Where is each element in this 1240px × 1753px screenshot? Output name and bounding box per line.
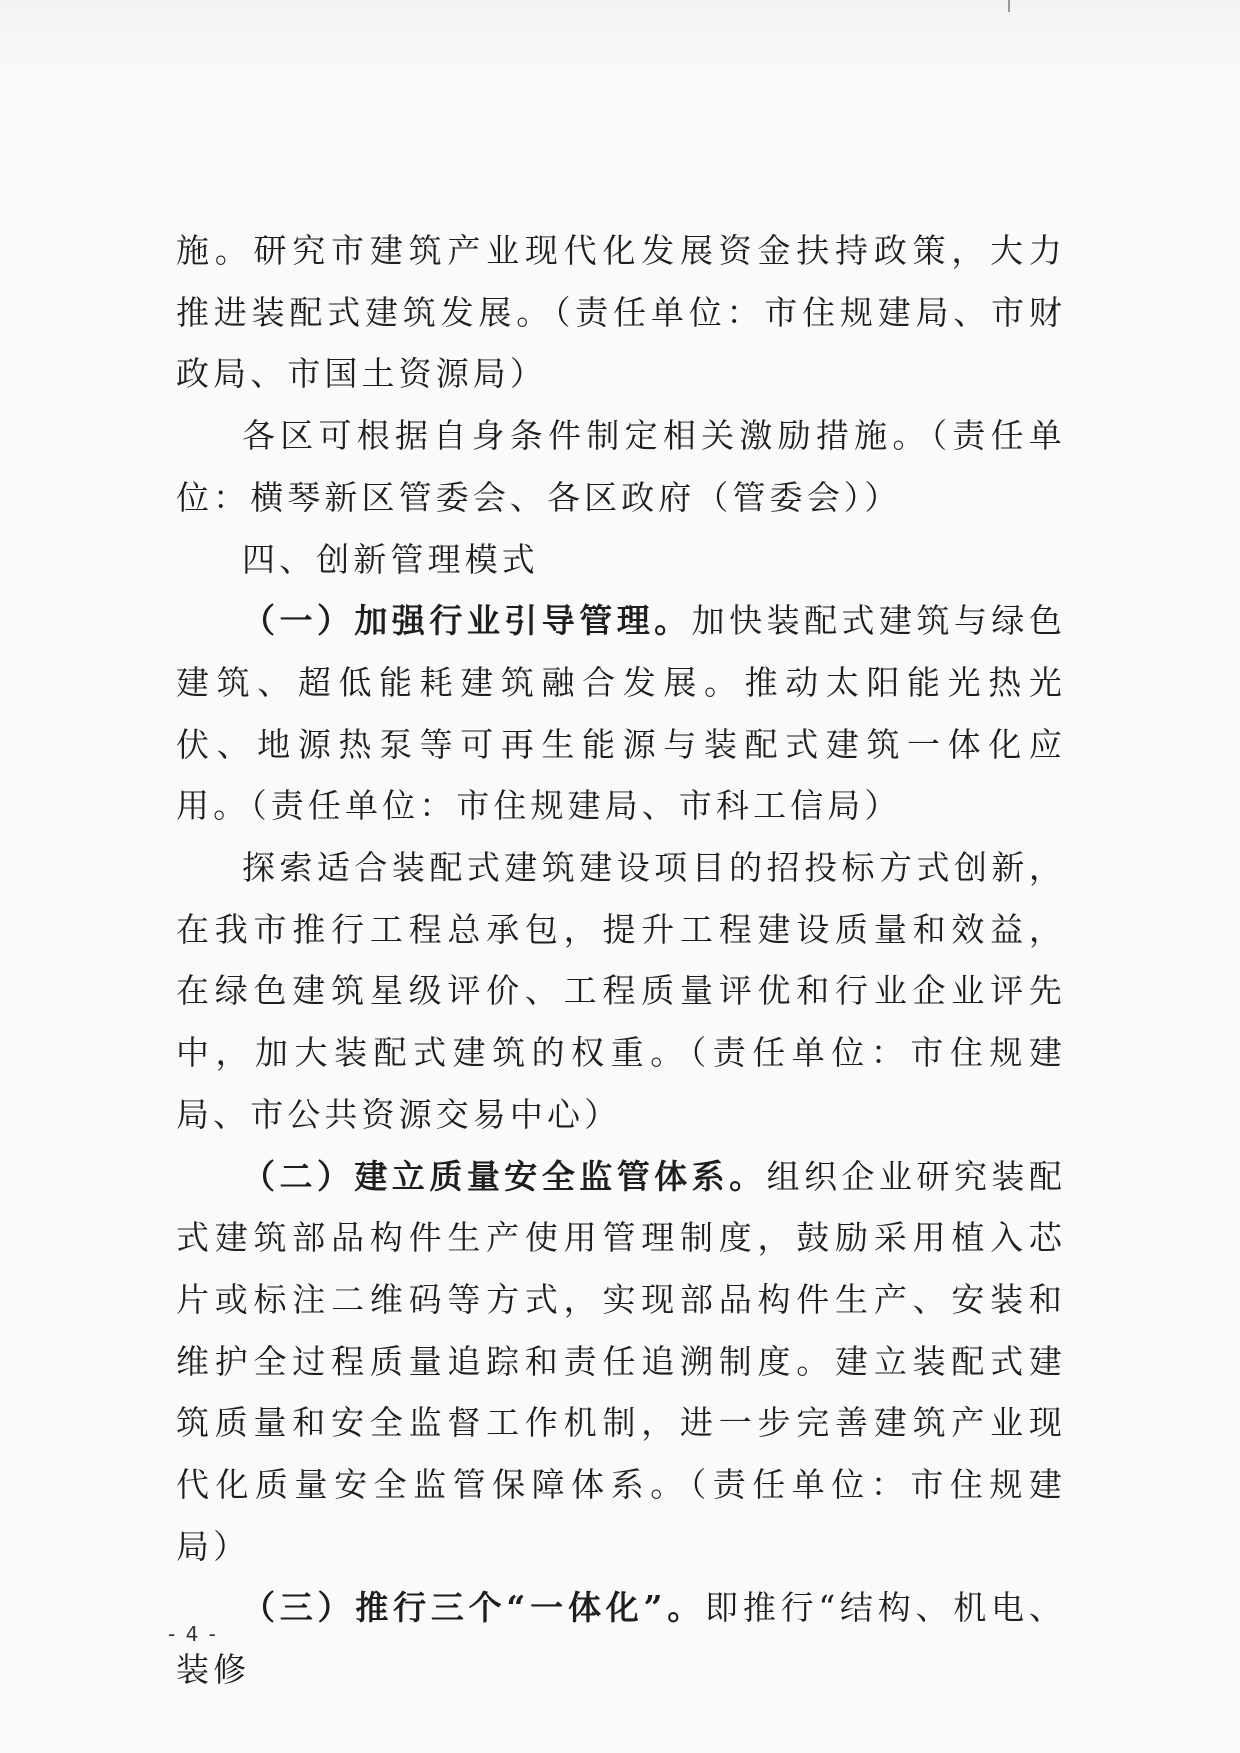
page-number: - 4 - (168, 1622, 218, 1646)
section-heading-management-mode (176, 529, 1066, 591)
paragraph-text: 即推行“结构、机电、装修 (176, 1588, 1066, 1690)
paragraph-text: 施。研究市建筑产业现代化发展资金扶持政策，大力推进装配式建筑发展。（责任单位：市住规建局、市财政局、市国土资源局） (176, 231, 1066, 394)
scan-artifact-mark (1008, 0, 1010, 12)
subsection-lead: （三）推行三个“一体化”。 (242, 1588, 706, 1628)
paragraph-text: 探索适合装配式建筑建设项目的招投标方式创新，在我市推行工程总承包，提升工程建设质量和效益，在绿色建筑星级评价、工程质量评优和行业企业评先中，加大装配式建筑的权重。（责任单位：市住规建局、市公共资源交易中心） (176, 848, 1066, 1134)
paragraph-industry-guidance (176, 590, 1066, 837)
scan-edge-shading (0, 0, 1240, 80)
paragraph-funding-policy (176, 220, 1066, 405)
paragraph-integration (176, 1577, 1066, 1700)
paragraph-bidding-innovation (176, 837, 1066, 1146)
paragraph-quality-safety (176, 1146, 1066, 1578)
paragraph-text: 各区可根据自身条件制定相关激励措施。（责任单位：横琴新区管委会、各区政府（管委会）） (176, 416, 1066, 517)
document-body (176, 220, 1066, 1701)
paragraph-text: 组织企业研究装配式建筑部品构件生产使用管理制度，鼓励采用植入芯片或标注二维码等方式，实现部品构件生产、安装和维护全过程质量追踪和责任追溯制度。建立装配式建筑质量和安全监督工作机制，进一步完善建筑产业现代化质量安全监管保障体系。（责任单位：市住规建局） (176, 1156, 1066, 1566)
subsection-lead: （一）加强行业引导管理。 (242, 601, 692, 641)
paragraph-district-incentives (176, 405, 1066, 528)
paragraph-text: 加快装配式建筑与绿色建筑、超低能耗建筑融合发展。推动太阳能光热光伏、地源热泵等可再生能源与装配式建筑一体化应用。（责任单位：市住规建局、市科工信局） (176, 601, 1066, 826)
heading-text: 四、创新管理模式 (242, 539, 539, 579)
subsection-lead: （二）建立质量安全监管体系。 (242, 1156, 767, 1196)
